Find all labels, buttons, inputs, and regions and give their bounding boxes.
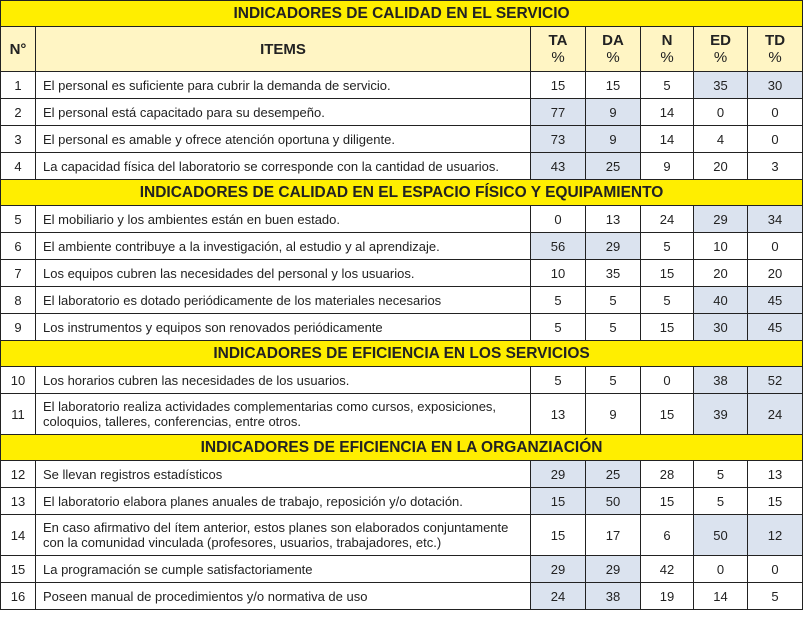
header-label: N (661, 32, 673, 49)
header-number: N° (1, 27, 36, 72)
row-number: 13 (1, 488, 36, 515)
value-n: 14 (641, 99, 694, 126)
value-da: 29 (586, 233, 641, 260)
row-number: 9 (1, 314, 36, 341)
value-ta: 15 (531, 72, 586, 99)
header-label: TA (548, 32, 568, 49)
row-number: 10 (1, 367, 36, 394)
header-percent: % (551, 49, 565, 66)
value-da: 50 (586, 488, 641, 515)
table-row (1, 153, 803, 180)
table-row (1, 72, 803, 99)
header-label: ED (710, 32, 731, 49)
value-da: 5 (586, 367, 641, 394)
row-item: Los equipos cubren las necesidades del personal y los usuarios. (36, 260, 531, 287)
value-da: 15 (586, 72, 641, 99)
value-da: 5 (586, 314, 641, 341)
section-header-row (1, 1, 803, 27)
value-ed: 5 (694, 488, 748, 515)
value-ed: 0 (694, 99, 748, 126)
value-ta: 15 (531, 515, 586, 556)
value-ta: 43 (531, 153, 586, 180)
value-ta: 13 (531, 394, 586, 435)
section-title: INDICADORES DE EFICIENCIA EN LA ORGANZIACIÓN (1, 435, 803, 461)
value-td: 0 (748, 126, 803, 153)
row-number: 6 (1, 233, 36, 260)
table-row (1, 287, 803, 314)
value-da: 17 (586, 515, 641, 556)
row-item: El personal es amable y ofrece atención oportuna y diligente. (36, 126, 531, 153)
header-percent: % (660, 49, 674, 66)
table-row (1, 556, 803, 583)
value-ed: 20 (694, 153, 748, 180)
column-header-row (1, 27, 803, 72)
value-td: 24 (748, 394, 803, 435)
value-td: 12 (748, 515, 803, 556)
value-da: 9 (586, 394, 641, 435)
value-ta: 5 (531, 367, 586, 394)
value-ta: 10 (531, 260, 586, 287)
table-row (1, 367, 803, 394)
row-number: 7 (1, 260, 36, 287)
value-td: 13 (748, 461, 803, 488)
value-n: 0 (641, 367, 694, 394)
value-n: 6 (641, 515, 694, 556)
row-item: El personal es suficiente para cubrir la demanda de servicio. (36, 72, 531, 99)
value-n: 15 (641, 488, 694, 515)
row-number: 16 (1, 583, 36, 610)
row-item: La programación se cumple satisfactoriamente (36, 556, 531, 583)
header-ed (694, 27, 748, 72)
row-number: 14 (1, 515, 36, 556)
value-ed: 5 (694, 461, 748, 488)
value-td: 34 (748, 206, 803, 233)
value-n: 15 (641, 314, 694, 341)
value-da: 29 (586, 556, 641, 583)
section-header-row (1, 435, 803, 461)
value-da: 25 (586, 461, 641, 488)
section-header-row (1, 180, 803, 206)
value-td: 45 (748, 287, 803, 314)
table-row (1, 515, 803, 556)
value-n: 5 (641, 72, 694, 99)
value-ed: 4 (694, 126, 748, 153)
row-number: 12 (1, 461, 36, 488)
value-ed: 29 (694, 206, 748, 233)
header-items: ITEMS (36, 27, 531, 72)
value-da: 5 (586, 287, 641, 314)
value-ta: 73 (531, 126, 586, 153)
row-item: En caso afirmativo del ítem anterior, estos planes son elaborados conjuntamente con la comunidad vinculada (profesores, usuarios, trabajadores, etc.) (36, 515, 531, 556)
value-n: 19 (641, 583, 694, 610)
header-td (748, 27, 803, 72)
value-n: 14 (641, 126, 694, 153)
value-n: 5 (641, 287, 694, 314)
value-n: 24 (641, 206, 694, 233)
row-item: El mobiliario y los ambientes están en buen estado. (36, 206, 531, 233)
value-n: 5 (641, 233, 694, 260)
header-n (641, 27, 694, 72)
value-td: 5 (748, 583, 803, 610)
section-title: INDICADORES DE CALIDAD EN EL SERVICIO (1, 1, 803, 27)
row-number: 11 (1, 394, 36, 435)
header-ta (531, 27, 586, 72)
value-td: 0 (748, 233, 803, 260)
row-item: Los instrumentos y equipos son renovados periódicamente (36, 314, 531, 341)
value-da: 35 (586, 260, 641, 287)
value-ed: 38 (694, 367, 748, 394)
value-td: 0 (748, 99, 803, 126)
value-n: 42 (641, 556, 694, 583)
value-td: 3 (748, 153, 803, 180)
value-td: 52 (748, 367, 803, 394)
value-td: 45 (748, 314, 803, 341)
section-title: INDICADORES DE CALIDAD EN EL ESPACIO FÍSICO Y EQUIPAMIENTO (1, 180, 803, 206)
row-item: El ambiente contribuye a la investigación, al estudio y al aprendizaje. (36, 233, 531, 260)
value-da: 9 (586, 99, 641, 126)
row-item: Poseen manual de procedimientos y/o normativa de uso (36, 583, 531, 610)
row-number: 3 (1, 126, 36, 153)
value-ed: 10 (694, 233, 748, 260)
row-item: La capacidad física del laboratorio se corresponde con la cantidad de usuarios. (36, 153, 531, 180)
table-row (1, 314, 803, 341)
value-ta: 77 (531, 99, 586, 126)
row-number: 5 (1, 206, 36, 233)
row-item: El laboratorio es dotado periódicamente de los materiales necesarios (36, 287, 531, 314)
table-row (1, 488, 803, 515)
value-da: 9 (586, 126, 641, 153)
value-da: 13 (586, 206, 641, 233)
row-number: 4 (1, 153, 36, 180)
section-header-row (1, 341, 803, 367)
value-ed: 40 (694, 287, 748, 314)
value-ta: 5 (531, 314, 586, 341)
value-n: 15 (641, 260, 694, 287)
value-ed: 0 (694, 556, 748, 583)
row-item: El personal está capacitado para su desempeño. (36, 99, 531, 126)
value-ta: 56 (531, 233, 586, 260)
value-td: 15 (748, 488, 803, 515)
table-row (1, 583, 803, 610)
value-ta: 24 (531, 583, 586, 610)
header-da (586, 27, 641, 72)
value-ta: 29 (531, 461, 586, 488)
value-da: 25 (586, 153, 641, 180)
header-label: TD (765, 32, 786, 49)
table-row (1, 126, 803, 153)
row-number: 8 (1, 287, 36, 314)
value-ta: 15 (531, 488, 586, 515)
table-row (1, 394, 803, 435)
header-label: DA (602, 32, 624, 49)
value-ta: 29 (531, 556, 586, 583)
value-ed: 30 (694, 314, 748, 341)
table-row (1, 206, 803, 233)
value-ed: 35 (694, 72, 748, 99)
value-td: 0 (748, 556, 803, 583)
value-td: 30 (748, 72, 803, 99)
table-row (1, 233, 803, 260)
row-number: 15 (1, 556, 36, 583)
section-title: INDICADORES DE EFICIENCIA EN LOS SERVICIOS (1, 341, 803, 367)
value-td: 20 (748, 260, 803, 287)
header-percent: % (606, 49, 620, 66)
row-item: Se llevan registros estadísticos (36, 461, 531, 488)
table-row (1, 260, 803, 287)
header-percent: % (713, 49, 728, 66)
row-item: Los horarios cubren las necesidades de los usuarios. (36, 367, 531, 394)
header-percent: % (768, 49, 782, 66)
row-number: 2 (1, 99, 36, 126)
value-ed: 14 (694, 583, 748, 610)
value-n: 28 (641, 461, 694, 488)
value-n: 9 (641, 153, 694, 180)
table-row (1, 99, 803, 126)
value-n: 15 (641, 394, 694, 435)
value-ta: 0 (531, 206, 586, 233)
row-number: 1 (1, 72, 36, 99)
table-row (1, 461, 803, 488)
value-ta: 5 (531, 287, 586, 314)
value-ed: 50 (694, 515, 748, 556)
value-ed: 39 (694, 394, 748, 435)
row-item: El laboratorio realiza actividades complementarias como cursos, exposiciones, coloquios, talleres, conferencias, entre otros. (36, 394, 531, 435)
value-ed: 20 (694, 260, 748, 287)
value-da: 38 (586, 583, 641, 610)
row-item: El laboratorio elabora planes anuales de trabajo, reposición y/o dotación. (36, 488, 531, 515)
